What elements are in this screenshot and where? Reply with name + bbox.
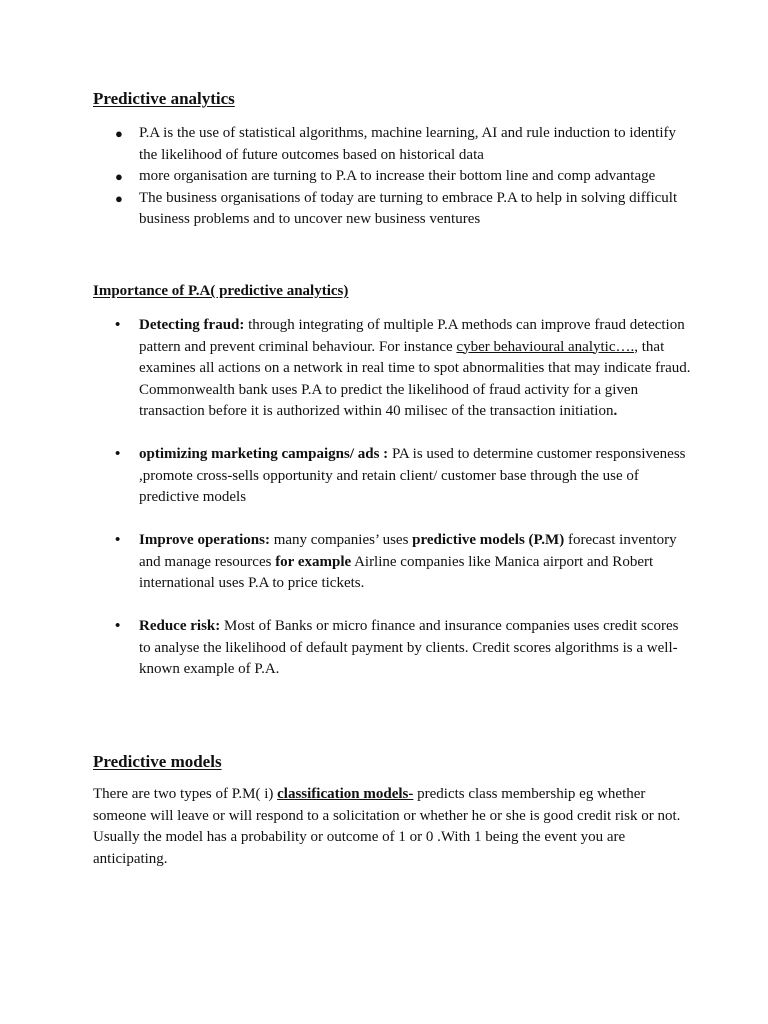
list-item: ● more organisation are turning to P.A to increase their bottom line and comp advantage [93, 166, 693, 188]
item-label: Detecting fraud: [139, 317, 245, 333]
list-item: • Reduce risk: Most of Banks or micro finance and insurance companies uses credit scores to analyse the likelihood of default payment by clients. Credit scores algorithms is a well-known example of P.A. [115, 618, 679, 677]
item-label: Reduce risk: [139, 618, 221, 634]
heading-importance-of-pa: Importance of P.A( predictive analytics) [93, 283, 349, 299]
predictive-models-paragraph: There are two types of P.M( i) classification models- predicts class membership eg whether someone will leave or will respond to a solicitation or whether he or she is good credit risk or not. Usually the model has a probability or outcome of 1 or 0 .With 1 being the event you are anticipating. [93, 786, 681, 867]
list-item: • optimizing marketing campaigns/ ads : PA is used to determine customer responsiveness ,promote cross-sells opportunity and retain client/ customer base through the use of predictive models [115, 446, 686, 505]
item-label: optimizing marketing campaigns/ ads : [139, 446, 389, 462]
bullet-icon: ● [115, 169, 123, 184]
importance-list [93, 315, 693, 702]
list-item: ● The business organisations of today are turning to embrace P.A to help in solving difficult business problems and to uncover new business ventures [115, 189, 678, 227]
list-item: • Improve operations: many companies’ uses predictive models (P.M) forecast inventory and manage resources for example Airline companies like Manica airport and Robert international uses P.A to price tickets. [115, 532, 677, 591]
bullet-icon: • [115, 446, 121, 462]
heading-predictive-models: Predictive models [93, 752, 222, 771]
bullet-icon: ● [115, 126, 123, 141]
heading-predictive-analytics: Predictive analytics [93, 89, 235, 108]
predictive-analytics-list [93, 123, 693, 231]
bullet-icon: • [115, 618, 121, 634]
underlined-term: cyber behavioural analytic…., [456, 338, 638, 355]
bullet-icon: ● [115, 190, 123, 206]
list-item: • Detecting fraud: through integrating of multiple P.A methods can improve fraud detection pattern and prevent criminal behaviour. For instance cyber behavioural analytic…., that examines all actions on a network in real time to spot abnormalities that may indicate fraud. Commonwealth bank uses P.A to predict the likelihood of fraud activity for a given transaction before it is authorized within 40 milisec of the transaction initiation. [115, 317, 691, 419]
bullet-icon: • [115, 317, 121, 333]
underlined-term: classification models- [277, 786, 414, 802]
list-item: ● P.A is the use of statistical algorithms, machine learning, AI and rule induction to identify the likelihood of future outcomes based on historical data [115, 125, 676, 163]
item-label: Improve operations: [139, 532, 270, 548]
bullet-icon: • [115, 532, 121, 548]
